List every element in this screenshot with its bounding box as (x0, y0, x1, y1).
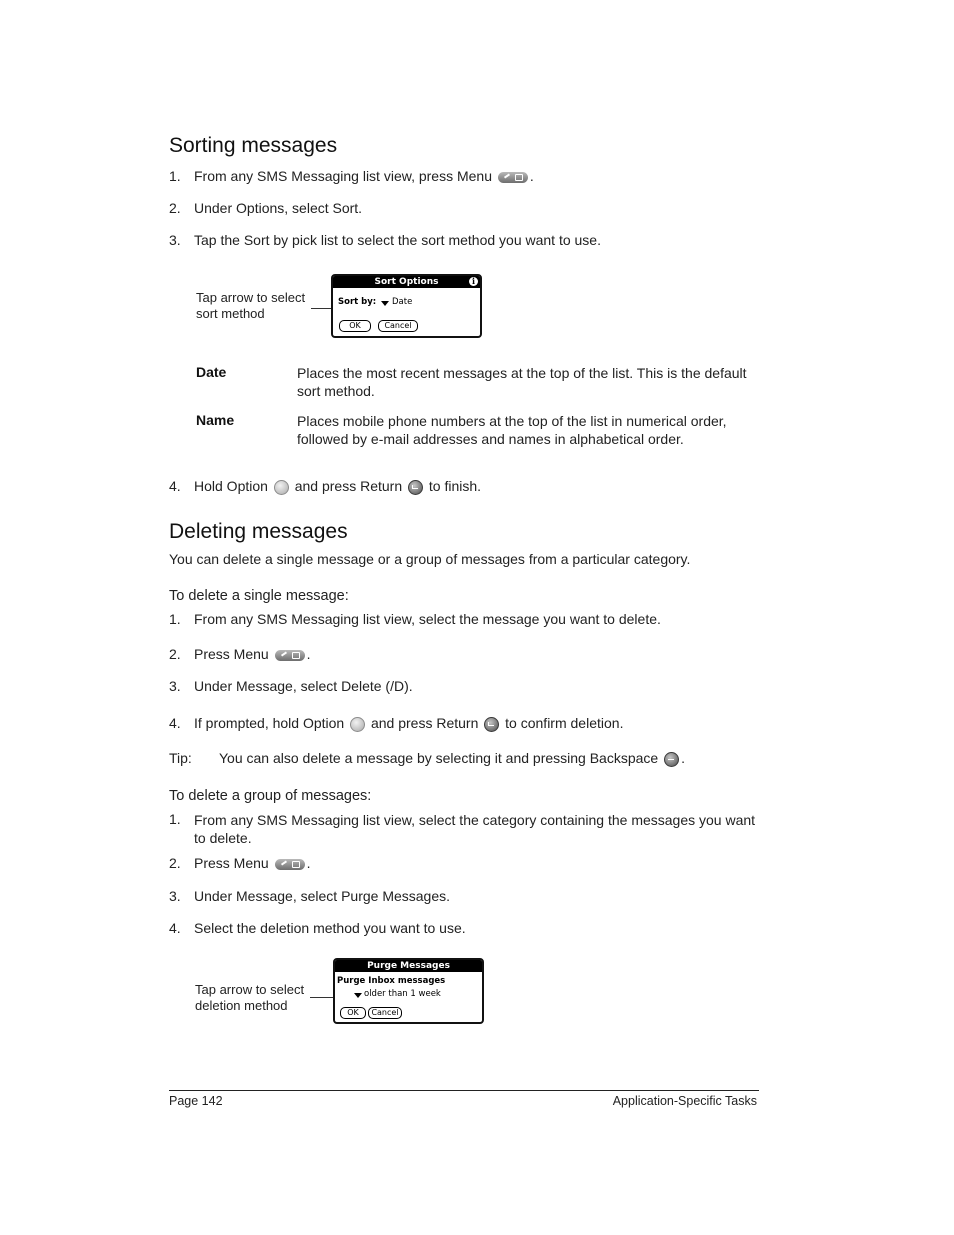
footer-section-title: Application-Specific Tasks (612, 1094, 757, 1108)
callout-line-2: deletion method (195, 998, 288, 1013)
dialog-title: Purge Messages (367, 961, 450, 971)
sorting-step-1 (194, 168, 534, 184)
callout-line-1: Tap arrow to select (195, 982, 305, 997)
step-text: If prompted, hold Option (194, 715, 345, 731)
ok-button[interactable]: OK (340, 1007, 366, 1019)
step-text-end: . (306, 646, 311, 662)
ok-button[interactable]: OK (339, 320, 371, 332)
group-step-2 (194, 855, 310, 871)
sort-options-dialog (331, 274, 482, 338)
subheading-delete-group: To delete a group of messages: (169, 788, 372, 804)
step-number: 4. (169, 715, 181, 731)
step-number: 4. (169, 920, 181, 936)
purge-messages-dialog (333, 958, 484, 1024)
footer-page-number: Page 142 (169, 1094, 223, 1108)
pick-list-arrow-icon[interactable] (381, 301, 389, 306)
callout-line-2: sort method (196, 306, 265, 321)
tip-end: . (681, 750, 685, 766)
sorting-step-4 (194, 478, 481, 495)
step-number: 3. (169, 232, 181, 248)
purge-age-value[interactable]: older than 1 week (364, 989, 441, 999)
tip-body: You can also delete a message by selecting it and pressing Backspace (219, 750, 659, 766)
tip-text (219, 750, 685, 767)
option-key-icon (350, 717, 365, 732)
step-text: and press Return (294, 478, 403, 494)
single-step-3: Under Message, select Delete (/D). (194, 678, 413, 694)
step-number: 2. (169, 646, 181, 662)
sorting-step-3: Tap the Sort by pick list to select the sort method you want to use. (194, 232, 601, 248)
menu-button-icon (498, 172, 528, 183)
dialog-title: Sort Options (374, 277, 439, 287)
return-key-icon (408, 480, 423, 495)
info-icon[interactable]: i (469, 277, 478, 286)
group-step-4: Select the deletion method you want to use. (194, 920, 466, 936)
group-step-1: From any SMS Messaging list view, select the category containing the messages you want to delete. (194, 812, 756, 846)
deleting-intro: You can delete a single message or a group of messages from a particular category. (169, 551, 691, 567)
single-step-1: From any SMS Messaging list view, select the message you want to delete. (194, 611, 661, 627)
step-number: 1. (169, 811, 181, 827)
step-number: 3. (169, 678, 181, 694)
callout-line-1: Tap arrow to select (196, 290, 306, 305)
single-step-4 (194, 715, 623, 732)
purge-inbox-label: Purge Inbox messages (337, 976, 446, 986)
step-number: 1. (169, 168, 181, 184)
step-number: 2. (169, 200, 181, 216)
step-number: 2. (169, 855, 181, 871)
heading-deleting-messages: Deleting messages (169, 520, 348, 543)
step-number: 4. (169, 478, 181, 494)
tip-label: Tip: (169, 750, 192, 766)
heading-sorting-messages: Sorting messages (169, 134, 338, 157)
sort-by-value[interactable]: Date (392, 297, 413, 307)
dialog-title-bar (333, 276, 480, 288)
group-step-3: Under Message, select Purge Messages. (194, 888, 451, 904)
step-number: 3. (169, 888, 181, 904)
sorting-step-2: Under Options, select Sort. (194, 200, 363, 216)
definition-term-name: Name (196, 412, 235, 428)
step-text: Press Menu (194, 855, 269, 871)
step-text: Press Menu (194, 646, 269, 662)
step-text: to finish. (428, 478, 482, 494)
step-text-end: . (529, 168, 534, 184)
definition-desc-name: Places mobile phone numbers at the top of the list in numerical order, followed by e-mail addresses and names in alphabetical order. (297, 413, 727, 447)
callout-deletion-method (195, 982, 304, 1014)
step-text: and press Return (370, 715, 479, 731)
cancel-button[interactable]: Cancel (368, 1007, 402, 1019)
sort-by-label: Sort by: (338, 297, 377, 307)
menu-button-icon (275, 650, 305, 661)
option-key-icon (274, 480, 289, 495)
backspace-key-icon (664, 752, 679, 767)
dialog-title-bar (335, 960, 482, 972)
callout-sort-method (196, 290, 305, 322)
step-text: Hold Option (194, 478, 268, 494)
cancel-button[interactable]: Cancel (378, 320, 418, 332)
step-text: From any SMS Messaging list view, press Menu (194, 168, 492, 184)
subheading-delete-single: To delete a single message: (169, 588, 349, 604)
step-text: to confirm deletion. (505, 715, 624, 731)
step-number: 1. (169, 611, 181, 627)
step-text-end: . (306, 855, 311, 871)
definition-term-date: Date (196, 364, 227, 380)
return-key-icon (484, 717, 499, 732)
single-step-2 (194, 646, 310, 662)
definition-desc-date: Places the most recent messages at the top of the list. This is the default sort method. (297, 365, 747, 399)
footer-rule (169, 1090, 759, 1091)
pick-list-arrow-icon[interactable] (354, 993, 362, 998)
menu-button-icon (275, 859, 305, 870)
